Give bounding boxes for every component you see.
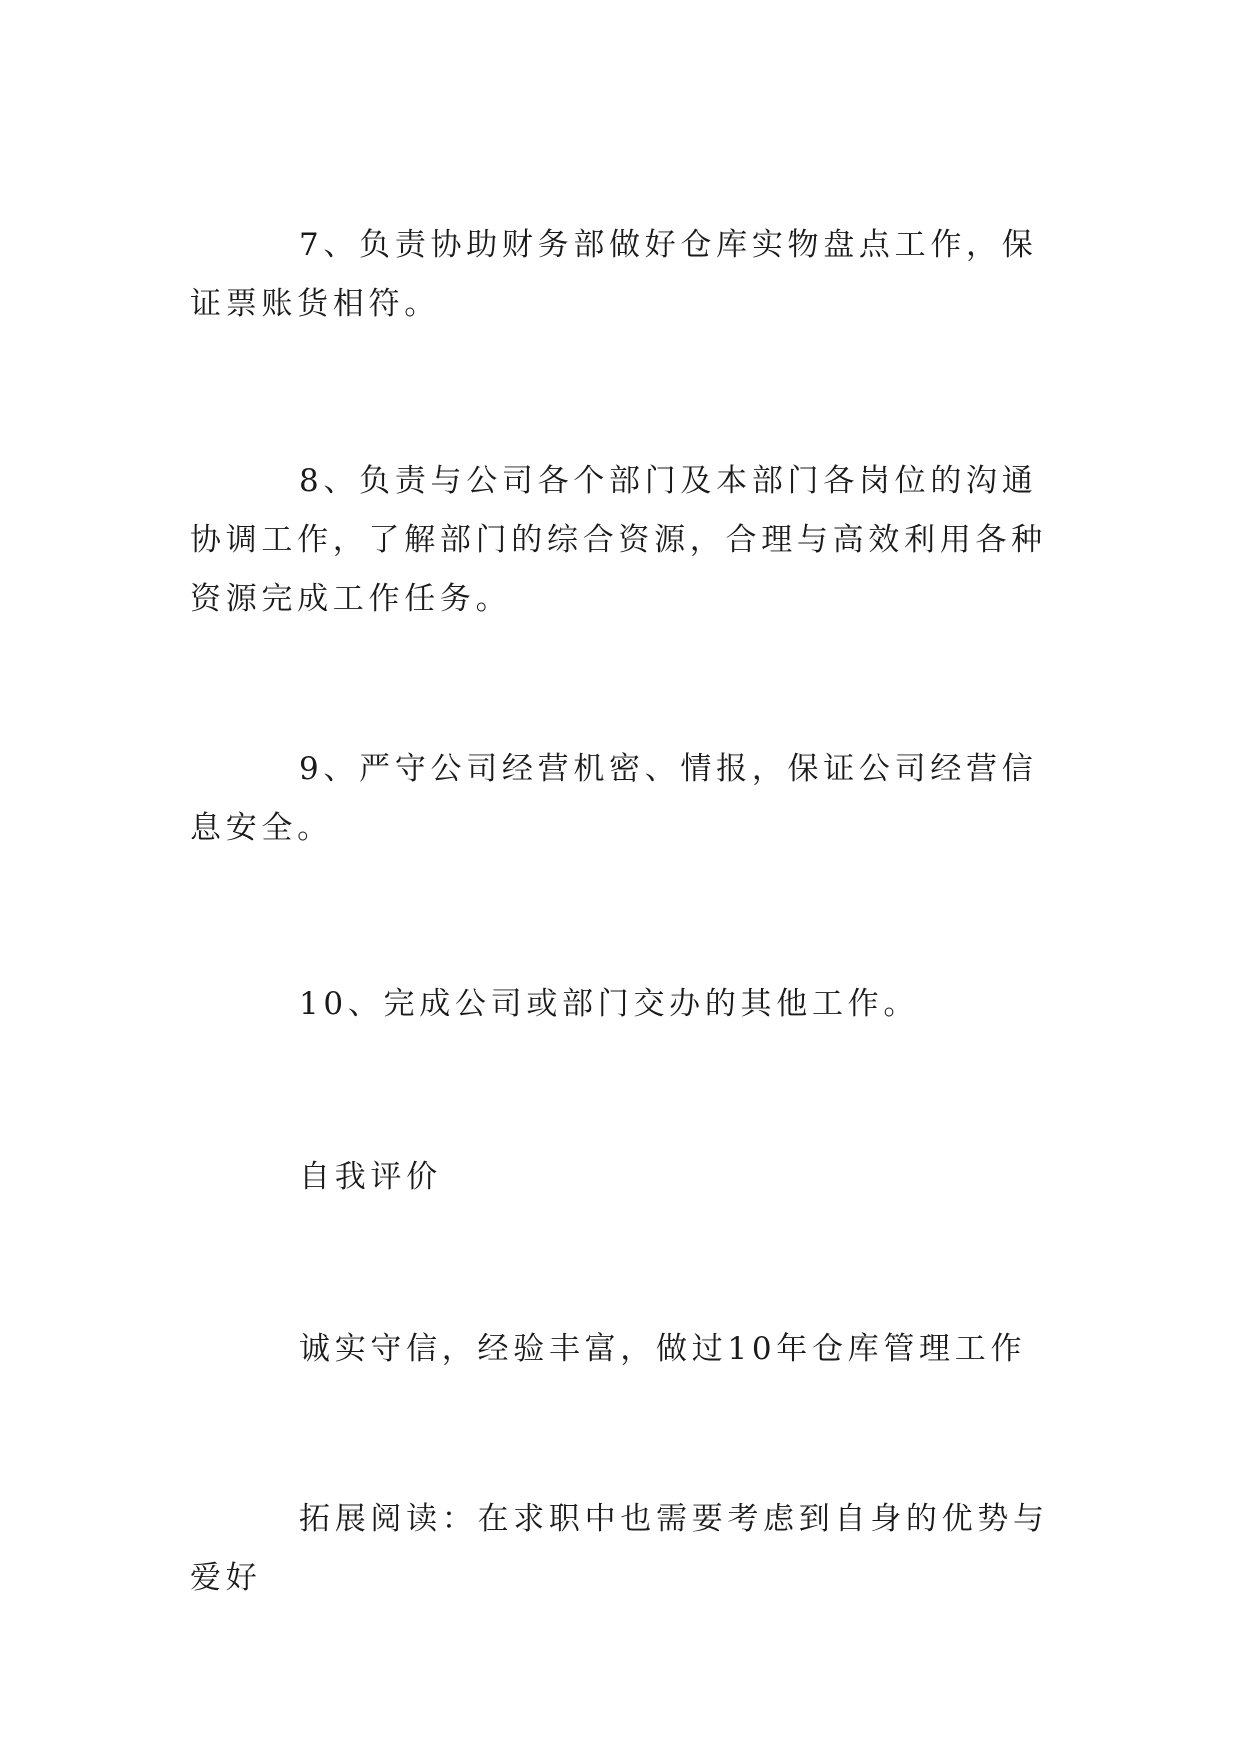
section-heading-self-evaluation: 自我评价	[299, 1159, 442, 1195]
paragraph-item-9: 9、严守公司经营机密、情报，保证公司经营信息安全。	[190, 751, 1038, 846]
extended-reading-text: 拓展阅读：在求职中也需要考虑到自身的优势与爱好	[190, 1501, 1049, 1596]
paragraph-item-10: 10、完成公司或部门交办的其他工作。	[299, 986, 920, 1022]
paragraph-item-7: 7、负责协助财务部做好仓库实物盘点工作，保证票账货相符。	[190, 227, 1038, 322]
self-evaluation-text: 诚实守信，经验丰富，做过10年仓库管理工作	[299, 1331, 1027, 1367]
paragraph-item-8: 8、负责与公司各个部门及本部门各岗位的沟通协调工作，了解部门的综合资源，合理与高效利用各种资源完成工作任务。	[190, 463, 1047, 617]
